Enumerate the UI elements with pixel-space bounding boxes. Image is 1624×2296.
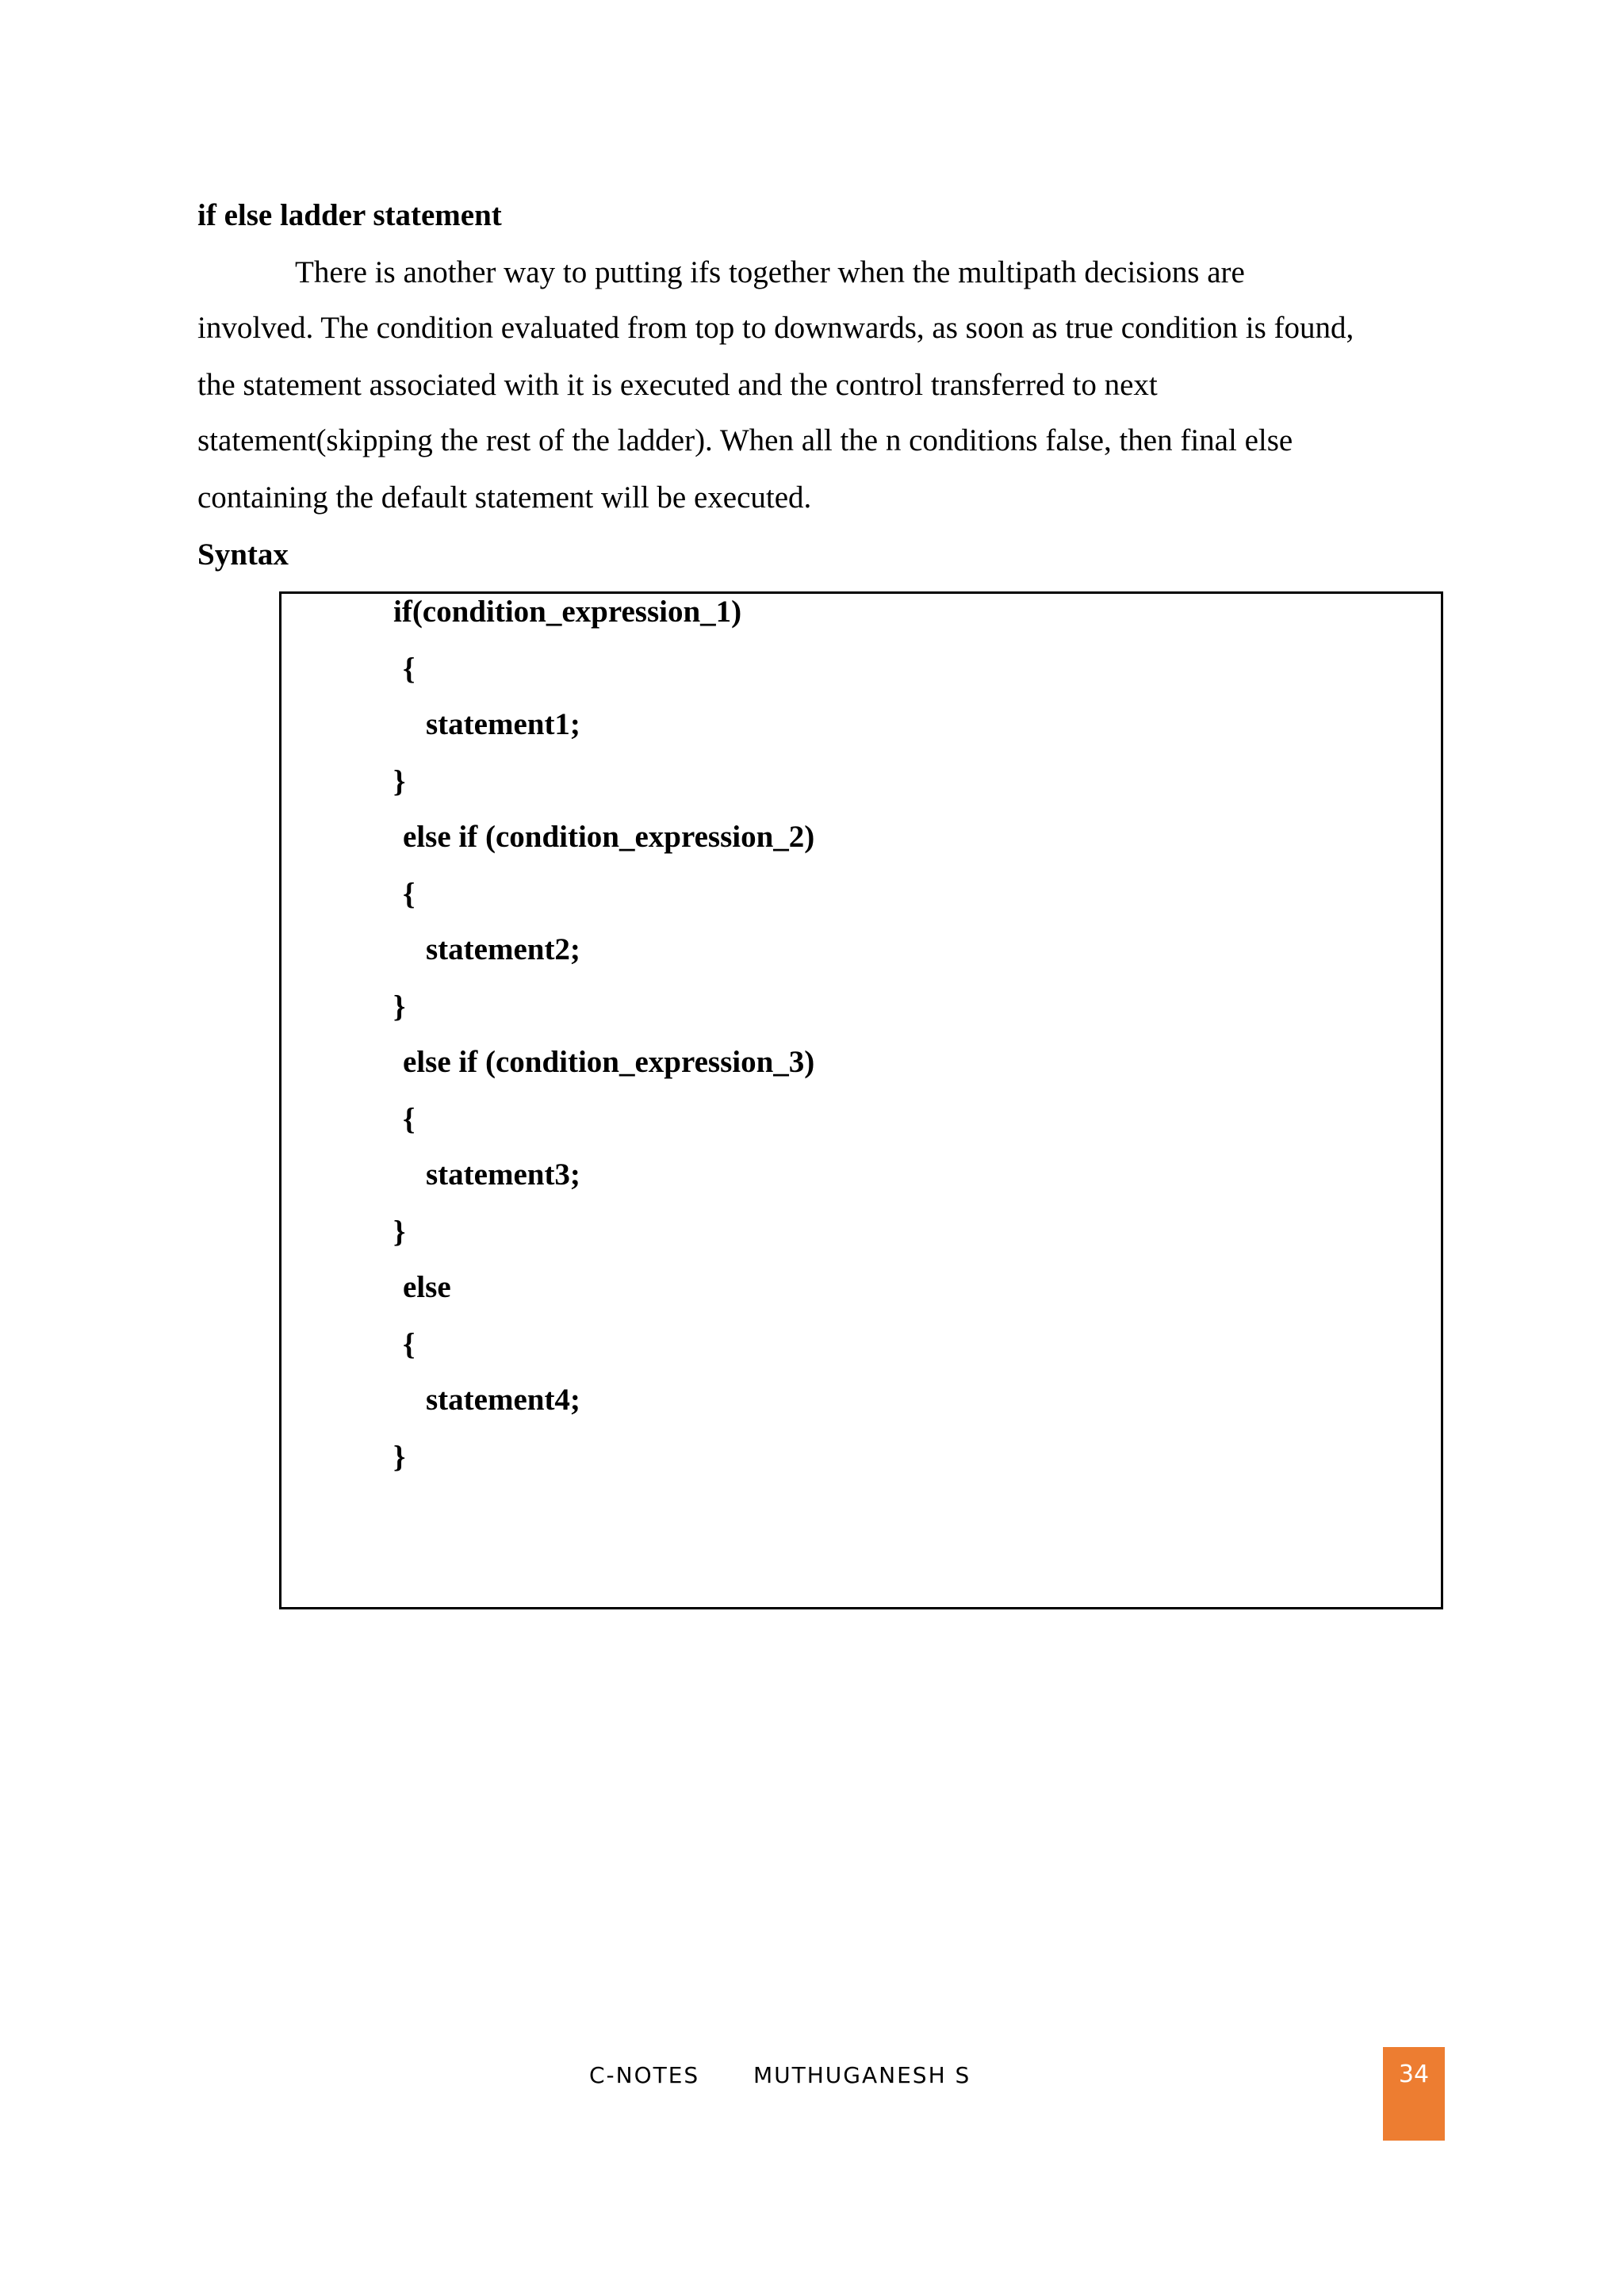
code-line: } [393, 989, 406, 1024]
code-line: else [403, 1270, 451, 1304]
code-line: { [403, 877, 416, 911]
paragraph-line: statement(skipping the rest of the ladder). When all the n conditions false, then final else [197, 423, 1293, 457]
code-line: statement3; [426, 1158, 580, 1192]
code-line: { [403, 652, 416, 686]
code-line: statement4; [426, 1383, 580, 1417]
paragraph-line: There is another way to putting ifs together when the multipath decisions are [295, 255, 1245, 289]
paragraph-line: containing the default statement will be executed. [197, 480, 812, 515]
code-line: } [393, 1215, 406, 1249]
code-line: statement1; [426, 707, 580, 741]
code-line: statement2; [426, 932, 580, 966]
code-line: } [393, 1440, 406, 1474]
code-box [279, 591, 1443, 1609]
section-heading: if else ladder statement [197, 198, 502, 232]
code-line: { [403, 1102, 416, 1136]
code-line: else if (condition_expression_2) [403, 820, 815, 854]
code-line: } [393, 764, 406, 798]
paragraph-line: involved. The condition evaluated from top to downwards, as soon as true condition is found, [197, 311, 1354, 345]
code-line: if(condition_expression_1) [393, 595, 742, 629]
paragraph-line: the statement associated with it is executed and the control transferred to next [197, 368, 1158, 402]
footer-author: MUTHUGANESH S [753, 2062, 971, 2088]
code-line: { [403, 1327, 416, 1361]
code-line: else if (condition_expression_3) [403, 1045, 815, 1079]
page-number-badge: 34 [1383, 2047, 1445, 2141]
footer-title: C-NOTES [589, 2062, 700, 2088]
syntax-label: Syntax [197, 538, 289, 572]
